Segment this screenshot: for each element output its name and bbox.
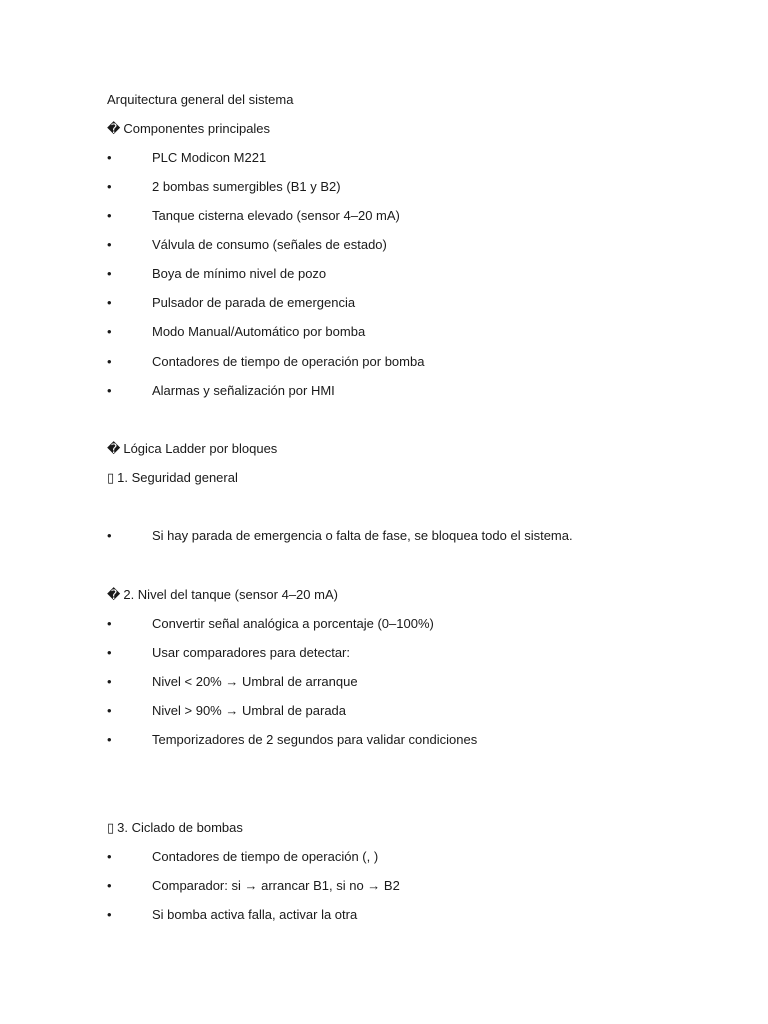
list-item: Convertir señal analógica a porcentaje (0–100%) (152, 616, 434, 631)
list-item: Válvula de consumo (señales de estado) (152, 237, 387, 252)
list-item: Alarmas y señalización por HMI (152, 383, 335, 398)
section-heading-nivel-tanque (107, 586, 338, 604)
list-item: Comparador: si → arrancar B1, si no → B2 (152, 878, 400, 893)
unknown-glyph-icon: � (107, 441, 121, 456)
list-item: Pulsador de parada de emergencia (152, 295, 356, 310)
bullet-icon: • (107, 383, 112, 398)
bullet-icon: • (107, 703, 112, 718)
list-item: Temporizadores de 2 segundos para validar condiciones (152, 732, 478, 747)
list-item: Tanque cisterna elevado (sensor 4–20 mA) (152, 208, 400, 223)
section-heading-ciclado (107, 819, 243, 837)
unknown-glyph-icon: � (107, 587, 121, 602)
list-item: 2 bombas sumergibles (B1 y B2) (152, 179, 341, 194)
bullet-icon: • (107, 179, 112, 194)
list-item: PLC Modicon M221 (152, 150, 267, 165)
section-heading-logica-ladder (107, 440, 277, 458)
bullet-icon: • (107, 907, 112, 922)
section-heading-componentes (107, 120, 270, 138)
section-heading-label: 2. Nivel del tanque (sensor 4–20 mA) (123, 587, 338, 602)
section-heading-label: 1. Seguridad general (117, 470, 238, 485)
bullet-icon: • (107, 354, 112, 369)
list-item: Si bomba activa falla, activar la otra (152, 907, 358, 922)
bullet-icon: • (107, 150, 112, 165)
section-heading-label: 3. Ciclado de bombas (117, 820, 243, 835)
bullet-icon: • (107, 849, 112, 864)
bullet-icon: • (107, 237, 112, 252)
list-item: Nivel < 20% → Umbral de arranque (152, 674, 358, 689)
section-heading-label: Lógica Ladder por bloques (123, 441, 278, 456)
bullet-icon: • (107, 878, 112, 893)
list-item: Contadores de tiempo de operación (, ) (152, 849, 379, 864)
bullet-icon: • (107, 616, 112, 631)
bullet-icon: • (107, 528, 112, 543)
bullet-icon: • (107, 324, 112, 339)
bullet-icon: • (107, 732, 112, 747)
unknown-glyph-icon: � (107, 121, 121, 136)
list-item: Contadores de tiempo de operación por bomba (152, 354, 425, 369)
bullet-icon: • (107, 208, 112, 223)
list-item: Nivel > 90% → Umbral de parada (152, 703, 347, 718)
list-item: Modo Manual/Automático por bomba (152, 324, 366, 339)
section-heading-label: Componentes principales (123, 121, 271, 136)
list-item: Si hay parada de emergencia o falta de fase, se bloquea todo el sistema. (152, 528, 573, 543)
list-item: Usar comparadores para detectar: (152, 645, 350, 660)
unknown-glyph-icon: ▯ (107, 470, 115, 485)
document-title: Arquitectura general del sistema (107, 92, 294, 107)
unknown-glyph-icon: ▯ (107, 820, 115, 835)
list-item: Boya de mínimo nivel de pozo (152, 266, 327, 281)
bullet-icon: • (107, 266, 112, 281)
section-heading-seguridad (107, 469, 238, 487)
bullet-icon: • (107, 674, 112, 689)
bullet-icon: • (107, 645, 112, 660)
bullet-icon: • (107, 295, 112, 310)
